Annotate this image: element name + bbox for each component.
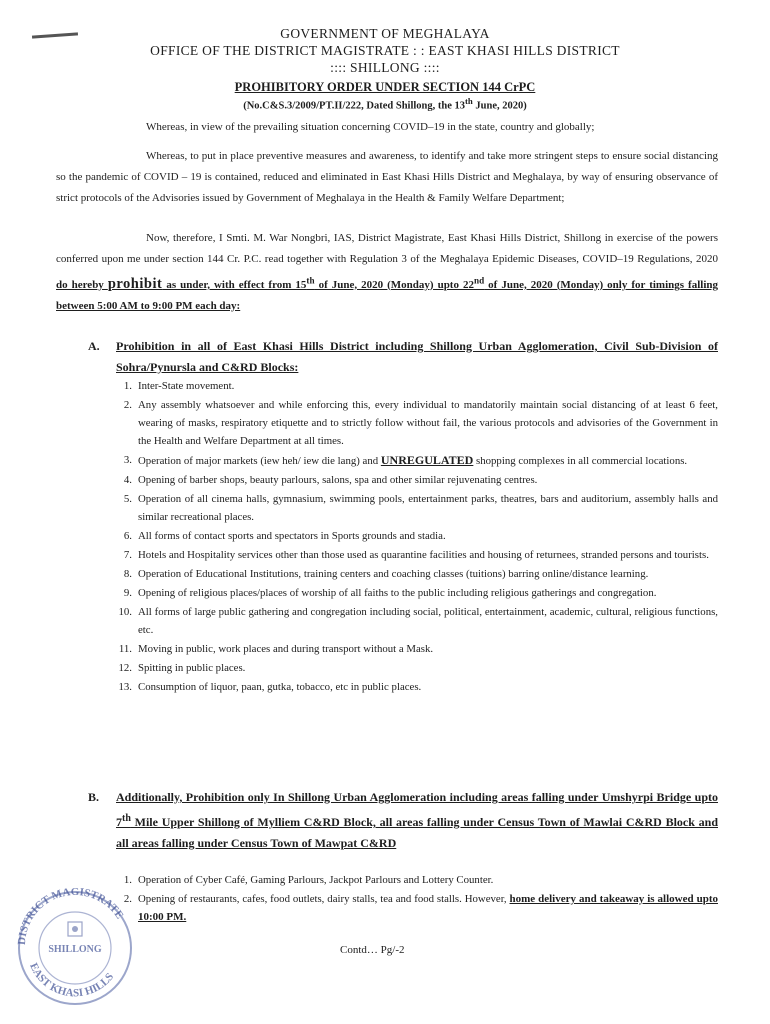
- section-a-label: A.: [88, 339, 100, 353]
- section-a-heading: A. Prohibition in all of East Khasi Hills District including Shillong Urban Agglomeration, Civil Sub-Division of Sohra/Pynursla and C&RD Blocks:: [88, 336, 718, 378]
- item-number: 4.: [123, 474, 132, 486]
- header-city: :::: SHILLONG ::::: [330, 60, 440, 75]
- section-b-item: 1. Operation of Cyber Café, Gaming Parlours, Jackpot Parlours and Lottery Counter.: [110, 871, 718, 889]
- section-a-item: 11. Moving in public, work places and during transport without a Mask.: [110, 640, 718, 658]
- section-a-item: 4. Opening of barber shops, beauty parlours, salons, spa and other similar rejuvenating centres.: [110, 471, 718, 489]
- district-seal-stamp: [0, 870, 150, 1010]
- item-number: 12.: [118, 662, 132, 674]
- continued-note: Contd… Pg/-2: [340, 944, 405, 956]
- section-b-list: [110, 871, 718, 927]
- item-number: 6.: [123, 530, 132, 542]
- item-number: 9.: [123, 587, 132, 599]
- item-number: 13.: [118, 681, 132, 693]
- section-a-item: 2. Any assembly whatsoever and while enforcing this, every individual to mandatorily maintain social distancing of at least 6 feet, wearing of masks, respiratory etiquette and to strictly follow without fail, the various protocols and advisories of the Government in the Health and Welfare Department at all times.: [110, 396, 718, 450]
- item-number: 11.: [118, 643, 132, 655]
- item-number: 1.: [123, 874, 132, 886]
- section-a-item: 13. Consumption of liquor, paan, gutka, tobacco, etc in public places.: [110, 678, 718, 696]
- paragraph-whereas-1: Whereas, in view of the prevailing situation concerning COVID–19 in the state, country and globally;: [146, 121, 595, 133]
- section-a-list: [110, 377, 718, 697]
- order-reference: (No.C&S.3/2009/PT.II/222, Dated Shillong, the 13th June, 2020): [243, 96, 527, 112]
- section-a-item: 10. All forms of large public gathering and congregation including social, political, entertainment, academic, cultural, religious functions, etc.: [110, 603, 718, 639]
- section-a-item: 5. Operation of all cinema halls, gymnasium, swimming pools, entertainment parks, theatres, bars and auditorium, assembly halls and similar recreational places.: [110, 490, 718, 526]
- header-office: OFFICE OF THE DISTRICT MAGISTRATE : : EAST KHASI HILLS DISTRICT: [150, 43, 620, 58]
- section-b-heading: B. Additionally, Prohibition only In Shillong Urban Agglomeration including areas falling under Umshyrpi Bridge upto 7th Mile Upper Shillong of Mylliem C&RD Block, all areas falling under Census Town of Mawlai C&RD Block and all areas falling under Census Town of Mawpat C&RD: [88, 787, 718, 854]
- item-number: 3.: [123, 454, 132, 466]
- emphasis: home delivery and takeaway is allowed upto 10:00 PM.: [138, 893, 718, 923]
- section-a-item: 6. All forms of contact sports and spectators in Sports grounds and stadia.: [110, 527, 718, 545]
- section-b-label: B.: [88, 790, 100, 804]
- section-a-item: 8. Operation of Educational Institutions, training centers and coaching classes (tuitions) barring online/distance learning.: [110, 565, 718, 583]
- item-number: 2.: [123, 399, 132, 411]
- item-number: 1.: [123, 380, 132, 392]
- section-a-item: 7. Hotels and Hospitality services other than those used as quarantine facilities and housing of returnees, stranded persons and tourists.: [110, 546, 718, 564]
- paragraph-order: Now, therefore, I Smti. M. War Nongbri, IAS, District Magistrate, East Khasi Hills District, Shillong in exercise of the powers conferred upon me under section 144 Cr. P.C. read together with Regulation 3 of the Meghalaya Epidemic Diseases, COVID–19 Regulations, 2020 do hereby prohibit as under, with effect from 15th of June, 2020 (Monday) upto 22nd of June, 2020 (Monday) only for timings falling between 5:00 AM to 9:00 PM each day:: [56, 232, 718, 312]
- svg-text:DISTRICT MAGISTRATE: DISTRICT MAGISTRATE: [15, 885, 126, 946]
- paragraph-whereas-2: Whereas, to put in place preventive measures and awareness, to identify and take more stringent steps to ensure social distancing so the pandemic of COVID – 19 is contained, reduced and eliminated in East Khasi Hills District and Meghalaya, by way of ensuring observance of strict protocols of the Advisories issued by Government of Meghalaya in the Health & Family Welfare Department;: [56, 150, 718, 204]
- section-b-item: 2. Opening of restaurants, cafes, food outlets, dairy stalls, tea and food stalls. However, home delivery and takeaway is allowed upto 10:00 PM.: [110, 890, 718, 926]
- emblem-icon: [68, 922, 82, 936]
- item-number: 2.: [123, 893, 132, 905]
- svg-text:SHILLONG: SHILLONG: [48, 944, 102, 955]
- item-number: 8.: [123, 568, 132, 580]
- svg-text:EAST KHASI HILLS: EAST KHASI HILLS: [27, 961, 117, 1000]
- section-a-item: 9. Opening of religious places/places of worship of all faiths to the public including religious gatherings and congregation.: [110, 584, 718, 602]
- item-number: 7.: [123, 549, 132, 561]
- item-number: 5.: [123, 493, 132, 505]
- emphasis: UNREGULATED: [380, 453, 474, 467]
- section-a-item: 12. Spitting in public places.: [110, 659, 718, 677]
- header-government: GOVERNMENT OF MEGHALAYA: [280, 26, 490, 41]
- item-number: 10.: [118, 606, 132, 618]
- section-a-item: 1. Inter-State movement.: [110, 377, 718, 395]
- section-a-item: 3. Operation of major markets (iew heh/ iew die lang) and UNREGULATED shopping complexes in all commercial locations.: [110, 451, 718, 470]
- order-title: PROHIBITORY ORDER UNDER SECTION 144 CrPC: [234, 80, 536, 94]
